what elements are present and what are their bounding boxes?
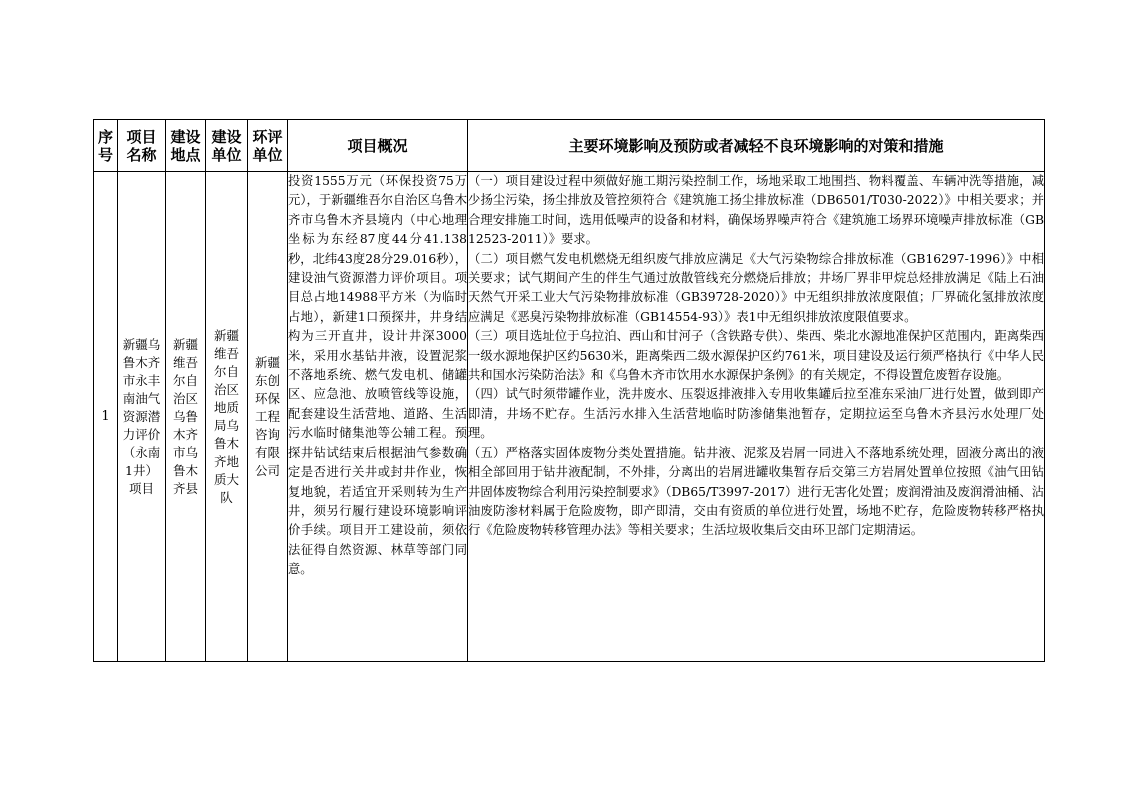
row-overview: 投资1555万元（环保投资75万元），于新疆维吾尔自治区乌鲁木齐市乌鲁木齐县境内（中心地理坐标为东经87度44分41.138秒，北纬43度28分29.016秒），建设油气资源潜力评价项目。项目总占地14988平方米（为临时占地），新建1口预探井，井身结构为三开直井，设计井深3000米，采用水基钻井液，设置泥浆不落地系统、燃气发电机、储罐区、应急池、放喷管线等设施，配套建设生活营地、道路、生活污水临时储集池等公辅工程。预探井钻试结束后根据油气参数确定是否进行关井或封井作业，恢复地貌，若适宜开采则转为生产井，须另行履行建设环境影响评价手续。项目开工建设前，须依法征得自然资源、林草等部门同意。 [288,172,468,662]
row-builder: 新疆 维吾 尔自 治区 地质 局乌 鲁木 齐地 质大 队 [206,172,248,662]
row-measures [468,172,1045,662]
table-row [94,172,1045,662]
row-location: 新疆 维吾 尔自 治区 乌鲁 木齐 市乌 鲁木 齐县 [166,172,206,662]
row-project-name: 新疆乌 鲁木齐 市永丰 南油气 资源潜 力评价 （永南 1井） 项目 [118,172,166,662]
measure-item: （四）试气时须带罐作业，洗井废水、压裂返排液排入专用收集罐后拉至准东采油厂进行处置，做到即产即清，井场不贮存。生活污水排入生活营地临时防渗储集池暂存，定期拉运至乌鲁木齐县污水处理厂处理。 [468,387,1044,441]
row-eia-unit: 新疆 东创 环保 工程 咨询 有限 公司 [248,172,288,662]
measure-item: （五）严格落实固体废物分类处置措施。钻井液、泥浆及岩屑一同进入不落地系统处理，固液分离出的液相全部回用于钻井液配制，不外排，分离出的岩屑进罐收集暂存后交第三方岩屑处置单位按照《油气田钻井固体废物综合利用污染控制要求》（DB65/T3997-2017）进行无害化处置；废润滑油及废润滑油桶、沾油废防渗材料属于危险废物，即产即清，交由有资质的单位进行处置，场地不贮存，危险废物转移严格执行《危险废物转移管理办法》等相关要求；生活垃圾收集后交由环卫部门定期清运。 [468,445,1044,538]
header-overview: 项目概况 [288,120,468,172]
header-project-name: 项目 名称 [118,120,166,172]
header-eia-unit: 环评 单位 [248,120,288,172]
header-builder: 建设 单位 [206,120,248,172]
header-location: 建设 地点 [166,120,206,172]
header-measures: 主要环境影响及预防或者减轻不良环境影响的对策和措施 [468,120,1045,172]
header-row [94,120,1045,172]
header-seq: 序 号 [94,120,118,172]
measure-item: （一）项目建设过程中须做好施工期污染控制工作，场地采取工地围挡、物料覆盖、车辆冲洗等措施，减少扬尘污染，扬尘排放及管控须符合《建筑施工扬尘排放标准（DB6501/T030-2022）》中相关要求；并合理安排施工时间，选用低噪声的设备和材料，确保场界噪声符合《建筑施工场界环境噪声排放标准（GB12523-2011）》要求。 [468,174,1044,247]
measure-item: （三）项目选址位于乌拉泊、西山和甘河子（含铁路专供）、柴西、柴北水源地准保护区范围内，距离柴西一级水源地保护区约5630米，距离柴西二级水源保护区约761米，项目建设及运行须严格执行《中华人民共和国水污染防治法》和《乌鲁木齐市饮用水水源保护条例》的有关规定，不得设置危废暂存设施。 [468,329,1044,383]
project-table [93,119,1045,662]
measure-item: （二）项目燃气发电机燃烧无组织废气排放应满足《大气污染物综合排放标准（GB16297-1996）》中相关要求；试气期间产生的伴生气通过放散管线充分燃烧后排放；井场厂界非甲烷总烃排放满足《陆上石油天然气开采工业大气污染物排放标准（GB39728-2020）》中无组织排放浓度限值；厂界硫化氢排放浓度应满足《恶臭污染物排放标准（GB14554-93）》表1中无组织排放浓度限值要求。 [468,251,1044,324]
row-seq: 1 [94,172,118,662]
